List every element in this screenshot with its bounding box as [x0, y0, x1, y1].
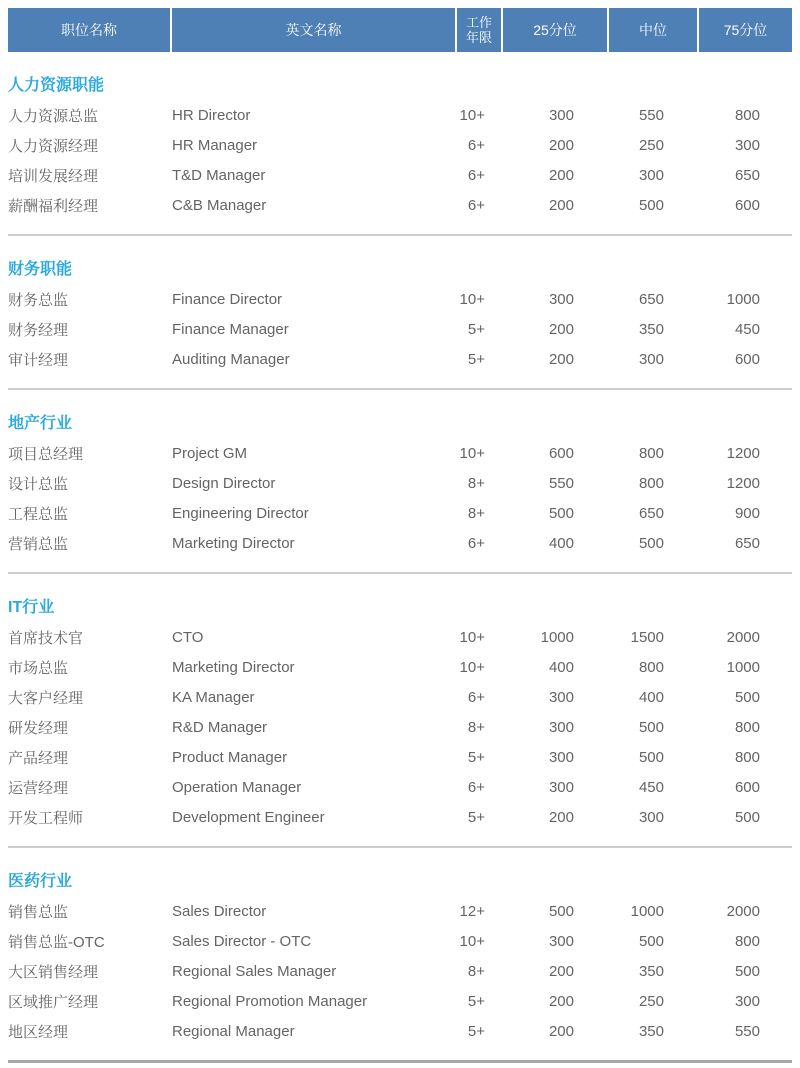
cell-p75: 650 [734, 166, 760, 184]
cell-p75: 2000 [726, 902, 760, 920]
cell-position: 人力资源总监 [8, 107, 99, 125]
cell-p75: 1200 [726, 474, 760, 492]
cell-position: 人力资源经理 [8, 137, 99, 155]
cell-p75: 600 [734, 350, 760, 368]
cell-position: 市场总监 [8, 659, 69, 677]
table-row [8, 1016, 792, 1046]
cell-p25: 300 [548, 932, 574, 950]
cell-years: 12+ [459, 902, 485, 920]
cell-years: 6+ [467, 136, 485, 154]
cell-p75: 550 [734, 1022, 760, 1040]
cell-p25: 1000 [540, 628, 574, 646]
cell-p25: 500 [548, 902, 574, 920]
cell-english: C&B Manager [172, 196, 267, 214]
table-row [8, 622, 792, 652]
cell-p25: 300 [548, 748, 574, 766]
cell-years: 6+ [467, 534, 485, 552]
cell-median: 800 [638, 444, 664, 462]
table-body [8, 72, 792, 1063]
cell-english: Design Director [172, 474, 276, 492]
section-rows [8, 622, 792, 832]
table-row [8, 468, 792, 498]
cell-position: 首席技术官 [8, 629, 84, 647]
cell-position: 财务经理 [8, 321, 69, 339]
cell-p75: 650 [734, 534, 760, 552]
cell-years: 5+ [467, 808, 485, 826]
cell-p25: 550 [548, 474, 574, 492]
column-header-p75-label: 75分位 [723, 22, 768, 38]
table-section [8, 410, 792, 574]
table-row [8, 160, 792, 190]
cell-english: Regional Sales Manager [172, 962, 337, 980]
table-section [8, 72, 792, 236]
cell-median: 250 [638, 992, 664, 1010]
cell-p75: 500 [734, 962, 760, 980]
cell-p75: 2000 [726, 628, 760, 646]
table-row [8, 802, 792, 832]
cell-p75: 900 [734, 504, 760, 522]
cell-p75: 1000 [726, 290, 760, 308]
cell-english: HR Director [172, 106, 251, 124]
cell-p25: 200 [548, 196, 574, 214]
table-row [8, 986, 792, 1016]
cell-p25: 200 [548, 808, 574, 826]
table-row [8, 528, 792, 558]
cell-median: 350 [638, 1022, 664, 1040]
table-row [8, 438, 792, 468]
cell-english: Finance Director [172, 290, 283, 308]
column-header-position-label: 职位名称 [61, 22, 117, 38]
column-header-median-label: 中位 [639, 22, 667, 38]
cell-p75: 1200 [726, 444, 760, 462]
cell-years: 6+ [467, 166, 485, 184]
cell-p25: 200 [548, 992, 574, 1010]
cell-years: 5+ [467, 748, 485, 766]
column-header-p75 [699, 8, 792, 52]
cell-english: HR Manager [172, 136, 258, 154]
section-divider [8, 388, 792, 390]
column-header-p25 [503, 8, 607, 52]
cell-position: 项目总经理 [8, 445, 84, 463]
section-title: 地产行业 [8, 415, 73, 432]
cell-p25: 500 [548, 504, 574, 522]
table-row [8, 344, 792, 374]
cell-english: Finance Manager [172, 320, 289, 338]
cell-years: 6+ [467, 778, 485, 796]
cell-median: 650 [638, 504, 664, 522]
column-header-english [172, 8, 455, 52]
column-header-years-label: 工作年限 [465, 15, 492, 45]
cell-median: 500 [638, 718, 664, 736]
cell-position: 营销总监 [8, 535, 69, 553]
cell-years: 8+ [467, 962, 485, 980]
cell-english: Marketing Director [172, 658, 295, 676]
cell-position: 设计总监 [8, 475, 69, 493]
table-row [8, 772, 792, 802]
cell-median: 250 [638, 136, 664, 154]
table-section [8, 594, 792, 848]
cell-p75: 600 [734, 196, 760, 214]
column-header-median [609, 8, 697, 52]
cell-years: 5+ [467, 350, 485, 368]
section-rows [8, 284, 792, 374]
cell-median: 650 [638, 290, 664, 308]
cell-median: 800 [638, 474, 664, 492]
cell-years: 5+ [467, 1022, 485, 1040]
table-header [8, 8, 792, 52]
cell-median: 400 [638, 688, 664, 706]
cell-years: 10+ [459, 658, 485, 676]
cell-median: 1000 [630, 902, 664, 920]
cell-p75: 500 [734, 688, 760, 706]
cell-p25: 200 [548, 350, 574, 368]
table-row [8, 956, 792, 986]
section-rows [8, 438, 792, 558]
table-row [8, 190, 792, 220]
cell-median: 300 [638, 808, 664, 826]
table-row [8, 926, 792, 956]
column-header-years [457, 8, 501, 52]
cell-position: 销售总监-OTC [8, 933, 105, 951]
table-row [8, 498, 792, 528]
cell-position: 研发经理 [8, 719, 69, 737]
cell-p75: 300 [734, 136, 760, 154]
cell-english: Marketing Director [172, 534, 295, 552]
table-row [8, 896, 792, 926]
cell-english: Product Manager [172, 748, 288, 766]
table-row [8, 130, 792, 160]
cell-years: 10+ [459, 106, 485, 124]
section-title: 医药行业 [8, 873, 73, 890]
cell-p75: 800 [734, 932, 760, 950]
cell-years: 8+ [467, 718, 485, 736]
cell-english: R&D Manager [172, 718, 268, 736]
table-section [8, 868, 792, 1063]
cell-p75: 500 [734, 808, 760, 826]
cell-p75: 1000 [726, 658, 760, 676]
cell-english: Regional Promotion Manager [172, 992, 368, 1010]
cell-years: 5+ [467, 320, 485, 338]
column-header-english-label: 英文名称 [285, 22, 342, 38]
cell-median: 500 [638, 196, 664, 214]
column-header-p25-label: 25分位 [533, 22, 577, 38]
table-row [8, 742, 792, 772]
cell-position: 大区销售经理 [8, 963, 99, 981]
table-row [8, 314, 792, 344]
cell-median: 550 [638, 106, 664, 124]
table-section [8, 256, 792, 390]
cell-years: 8+ [467, 504, 485, 522]
cell-p25: 200 [548, 1022, 574, 1040]
cell-p25: 200 [548, 136, 574, 154]
cell-years: 10+ [459, 932, 485, 950]
section-divider [8, 1060, 792, 1063]
cell-position: 培训发展经理 [8, 167, 99, 185]
cell-position: 审计经理 [8, 351, 69, 369]
cell-p75: 800 [734, 748, 760, 766]
cell-years: 5+ [467, 992, 485, 1010]
cell-p75: 300 [734, 992, 760, 1010]
cell-p25: 200 [548, 166, 574, 184]
cell-median: 350 [638, 320, 664, 338]
table-row [8, 682, 792, 712]
cell-p25: 300 [548, 778, 574, 796]
cell-median: 500 [638, 748, 664, 766]
cell-p25: 200 [548, 962, 574, 980]
cell-median: 500 [638, 932, 664, 950]
cell-position: 财务总监 [8, 291, 69, 309]
cell-english: Operation Manager [172, 778, 302, 796]
section-divider [8, 234, 792, 236]
cell-p75: 800 [734, 718, 760, 736]
cell-english: Regional Manager [172, 1022, 295, 1040]
cell-english: CTO [172, 628, 204, 646]
cell-p25: 400 [548, 534, 574, 552]
cell-p75: 800 [734, 106, 760, 124]
cell-years: 8+ [467, 474, 485, 492]
table-row [8, 712, 792, 742]
cell-p75: 600 [734, 778, 760, 796]
cell-position: 销售总监 [8, 903, 69, 921]
cell-position: 运营经理 [8, 779, 69, 797]
cell-english: Development Engineer [172, 808, 325, 826]
section-title: 人力资源职能 [8, 77, 105, 94]
cell-p25: 400 [548, 658, 574, 676]
cell-median: 500 [638, 534, 664, 552]
cell-years: 10+ [459, 444, 485, 462]
cell-median: 350 [638, 962, 664, 980]
section-title: 财务职能 [8, 261, 73, 278]
cell-english: Engineering Director [172, 504, 309, 522]
cell-p25: 300 [548, 688, 574, 706]
section-divider [8, 572, 792, 574]
cell-p25: 600 [548, 444, 574, 462]
cell-p75: 450 [734, 320, 760, 338]
section-rows [8, 896, 792, 1046]
cell-position: 产品经理 [8, 749, 69, 767]
cell-position: 大客户经理 [8, 689, 84, 707]
cell-english: Sales Director [172, 902, 267, 920]
section-rows [8, 100, 792, 220]
cell-median: 300 [638, 350, 664, 368]
cell-years: 6+ [467, 196, 485, 214]
cell-english: T&D Manager [172, 166, 266, 184]
column-header-position [8, 8, 170, 52]
cell-years: 10+ [459, 290, 485, 308]
cell-p25: 300 [548, 106, 574, 124]
cell-p25: 200 [548, 320, 574, 338]
cell-position: 工程总监 [8, 505, 69, 523]
cell-median: 800 [638, 658, 664, 676]
cell-median: 450 [638, 778, 664, 796]
cell-english: Auditing Manager [172, 350, 290, 368]
table-row [8, 284, 792, 314]
cell-position: 开发工程师 [8, 809, 84, 827]
cell-position: 薪酬福利经理 [8, 197, 99, 215]
cell-english: Project GM [172, 444, 248, 462]
cell-years: 10+ [459, 628, 485, 646]
cell-p25: 300 [548, 290, 574, 308]
cell-years: 6+ [467, 688, 485, 706]
cell-position: 地区经理 [8, 1023, 69, 1041]
table-row [8, 652, 792, 682]
cell-median: 1500 [630, 628, 664, 646]
cell-position: 区域推广经理 [8, 993, 99, 1011]
section-divider [8, 846, 792, 848]
section-title: IT行业 [8, 599, 55, 616]
cell-english: Sales Director - OTC [172, 932, 312, 950]
table-row [8, 100, 792, 130]
cell-p25: 300 [548, 718, 574, 736]
cell-median: 300 [638, 166, 664, 184]
cell-english: KA Manager [172, 688, 255, 706]
